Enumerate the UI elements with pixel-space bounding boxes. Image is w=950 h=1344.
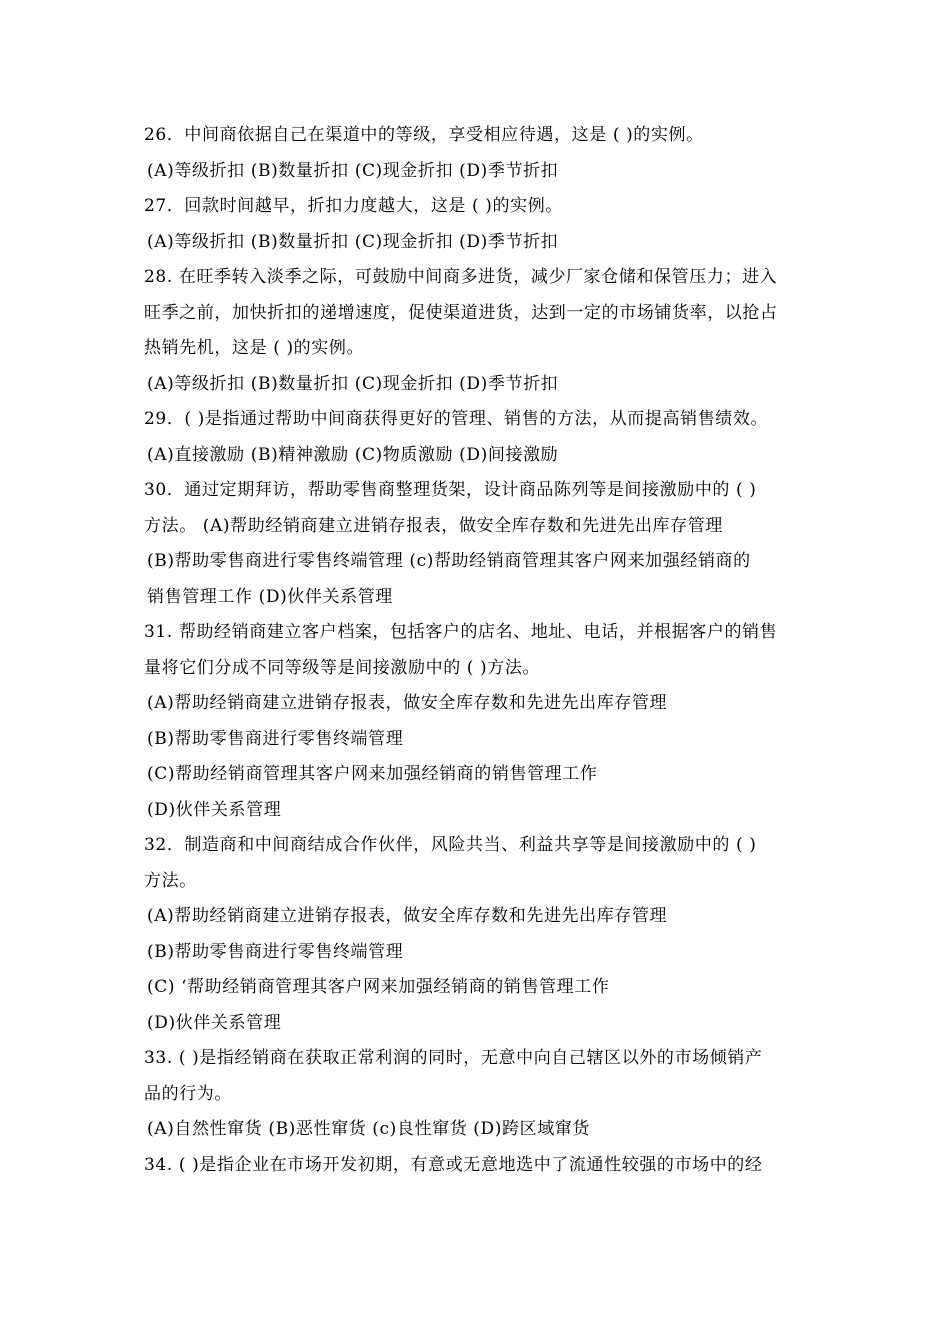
answer-options-line: (A)等级折扣 (B)数量折扣 (C)现金折扣 (D)季节折扣	[147, 231, 559, 252]
question-block	[144, 1041, 809, 1148]
answer-options-line: (B)帮助零售商进行零售终端管理	[147, 728, 404, 749]
question-text-line: 32．制造商和中间商结成合作伙伴，风险共当、利益共享等是间接激励中的 ( )	[144, 835, 757, 855]
question-block	[144, 473, 809, 615]
question-text-line: 27．回款时间越早，折扣力度越大，这是 ( )的实例。	[144, 196, 563, 216]
answer-options-line: (D)伙伴关系管理	[147, 799, 282, 820]
question-block	[144, 828, 809, 1041]
answer-options-line: 销售管理工作 (D)伙伴关系管理	[147, 586, 393, 607]
question-block	[144, 615, 809, 828]
question-text-line: 34. ( )是指企业在市场开发初期，有意或无意地选中了流通性较强的市场中的经	[144, 1154, 763, 1175]
question-text-line: 33. ( )是指经销商在获取正常利润的同时，无意中向自己辖区以外的市场倾销产	[144, 1048, 763, 1068]
answer-options-line: (B)帮助零售商进行零售终端管理 (c)帮助经销商管理其客户网来加强经销商的	[147, 551, 751, 571]
answer-options-line: (B)帮助零售商进行零售终端管理	[147, 941, 404, 962]
answer-options-line: (D)伙伴关系管理	[147, 1012, 282, 1033]
answer-options-line: (A)等级折扣 (B)数量折扣 (C)现金折扣 (D)季节折扣	[147, 160, 559, 181]
question-block	[144, 402, 809, 473]
answer-options-line: (A)直接激励 (B)精神激励 (C)物质激励 (D)间接激励	[147, 444, 559, 465]
question-text-line: 品的行为。	[144, 1083, 232, 1104]
question-text-line: 29．( )是指通过帮助中间商获得更好的管理、销售的方法，从而提高销售绩效。	[144, 409, 769, 429]
question-text-line: 方法。	[144, 870, 197, 891]
question-block	[144, 118, 809, 189]
question-list	[144, 118, 809, 1183]
question-block	[144, 260, 809, 402]
question-block	[144, 189, 809, 260]
question-text-line: 26．中间商依据自己在渠道中的等级，享受相应待遇，这是 ( )的实例。	[144, 125, 704, 145]
answer-options-line: (A)等级折扣 (B)数量折扣 (C)现金折扣 (D)季节折扣	[147, 373, 559, 394]
question-text-line: 28. 在旺季转入淡季之际，可鼓励中间商多进货，减少厂家仓储和保管压力；进入	[144, 267, 778, 287]
answer-options-line: (C)帮助经销商管理其客户网来加强经销商的销售管理工作	[147, 764, 598, 784]
question-text-line: 热销先机，这是 ( )的实例。	[144, 338, 365, 358]
question-text-line: 旺季之前，加快折扣的递增速度，促使渠道进货，达到一定的市场铺货率，以抢占	[144, 302, 778, 323]
question-text-line: 31. 帮助经销商建立客户档案，包括客户的店名、地址、电话，并根据客户的销售	[144, 622, 778, 642]
question-block	[144, 1148, 809, 1184]
question-text-line: 30．通过定期拜访，帮助零售商整理货架，设计商品陈列等是间接激励中的 ( )	[144, 480, 757, 500]
question-text-line: 量将它们分成不同等级等是间接激励中的 ( )方法。	[144, 657, 541, 678]
answer-options-line: (A)自然性窜货 (B)恶性窜货 (c)良性窜货 (D)跨区域窜货	[147, 1119, 590, 1139]
question-text-line: 方法。 (A)帮助经销商建立进销存报表，做安全库存数和先进先出库存管理	[144, 515, 723, 536]
answer-options-line: (A)帮助经销商建立进销存报表，做安全库存数和先进先出库存管理	[147, 693, 668, 713]
answer-options-line: (C) ‘帮助经销商管理其客户网来加强经销商的销售管理工作	[147, 977, 610, 997]
answer-options-line: (A)帮助经销商建立进销存报表，做安全库存数和先进先出库存管理	[147, 906, 668, 926]
